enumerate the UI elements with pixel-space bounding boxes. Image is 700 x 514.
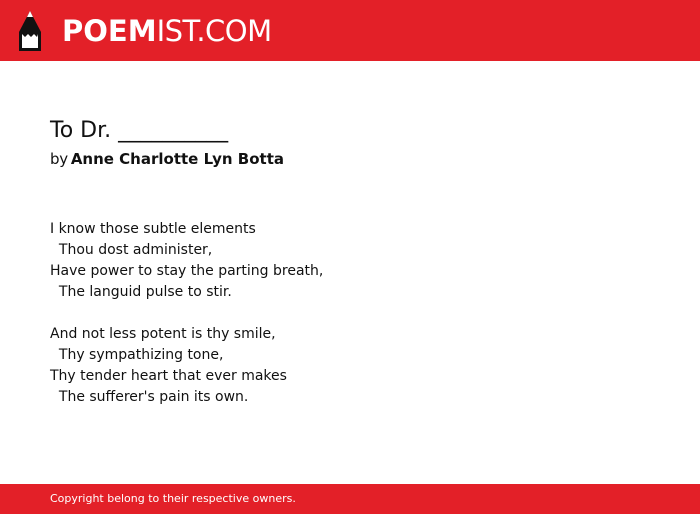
poem-body [50,219,323,408]
poem-author: Anne Charlotte Lyn Botta [70,150,284,168]
stanza-divider [50,303,323,324]
logo-wordmark-bold: POEM [62,14,157,48]
poem-byline [50,148,284,170]
byline-prefix: by [50,150,68,168]
poem-line: And not less potent is thy smile, [50,326,276,342]
poem-stanza [50,219,323,303]
poem-line: Thy tender heart that ever makes [50,368,287,384]
poem-title: To Dr. __________ [50,118,229,143]
poem-line: I know those subtle elements [50,221,256,237]
logo-wordmark [62,9,272,53]
poem-line: Have power to stay the parting breath, [50,263,324,279]
poem-line: The sufferer's pain its own. [50,389,249,405]
logo-link[interactable] [18,9,272,53]
poem-stanza [50,324,323,408]
pencil-icon [18,10,42,52]
logo-wordmark-light: IST.COM [156,14,272,48]
copyright-notice: Copyright belong to their respective owners. [50,492,296,505]
poem-line: Thy sympathizing tone, [50,347,224,363]
poem-line: The languid pulse to stir. [50,284,232,300]
poem-line: Thou dost administer, [50,242,213,258]
site-footer [0,484,700,514]
site-header [0,0,700,61]
